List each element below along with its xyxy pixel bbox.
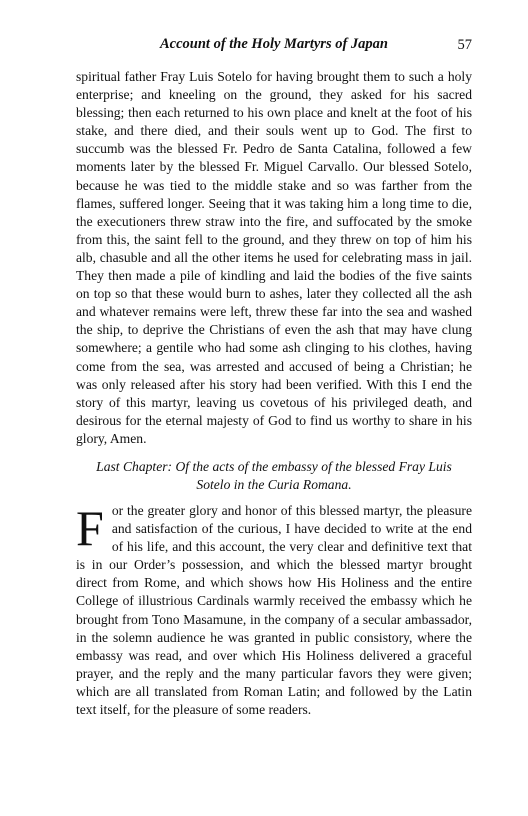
drop-cap: F <box>76 499 104 556</box>
paragraph-chapter-opening <box>76 499 472 719</box>
paragraph-continued: spiritual father Fray Luis Sotelo for having brought them to such a holy enterprise; and kneeling on the ground, they asked for his sacred blessing; then each returned to his own place and knelt at the foot of his stake, and there died, and their souls went up to God. The first to succumb was the blessed Fr. Pedro de Santa Catalina, followed a few moments later by the blessed Fr. Miguel Carvallo. Our blessed Sotelo, because he was tied to the middle stake and so was farther from the flames, suffered longer. Seeing that it was taking him a long time to die, the executioners threw straw into the fire, and suffocated by the smoke from this, the saint fell to the ground, and they threw on top of him his alb, chasuble and all the other items he used for celebrating mass in jail. They then made a pile of kindling and laid the bodies of the five saints on top so that these would burn to ashes, later they collected all the ash and whatever remains were left, threw these far into the sea and washed the ship, to deprive the Christians of even the ash that may have clung somewhere; a gentile who had some ash clinging to his clothes, having come from the sea, was arrested and accused of being a Christian; he was only released after his story had been verified. With this I end the story of this martyr, leaving us covetous of his privileged death, and desirous for the eternal majesty of God to find us worthy to share in his glory, Amen. <box>76 69 472 446</box>
chapter-heading: Last Chapter: Of the acts of the embassy of the blessed Fray Luis Sotelo in the Curia Romana. <box>96 458 452 492</box>
paragraph-chapter-text: or the greater glory and honor of this blessed martyr, the pleasure and satisfaction of the curious, I have decided to write at the end of his life, and this account, the very clear and definitive text that is in our Order’s possession, and which the blessed martyr brought direct from Rome, and which shows how His Holiness and the entire College of illustrious Cardinals warmly received the embassy which he brought from Tono Masamune, in the company of a secular ambassador, in the solemn audience he was granted in public consistory, where the embassy was read, and over which His Holiness delivered a graceful prayer, and the reply and the many particular favors they were given; which are all translated from Roman Latin; and followed by the Latin text itself, for the pleasure of some readers. <box>76 502 472 717</box>
running-header <box>76 35 472 55</box>
body-text <box>76 68 472 719</box>
page-number: 57 <box>457 37 472 53</box>
running-title: Account of the Holy Martyrs of Japan <box>160 36 388 52</box>
